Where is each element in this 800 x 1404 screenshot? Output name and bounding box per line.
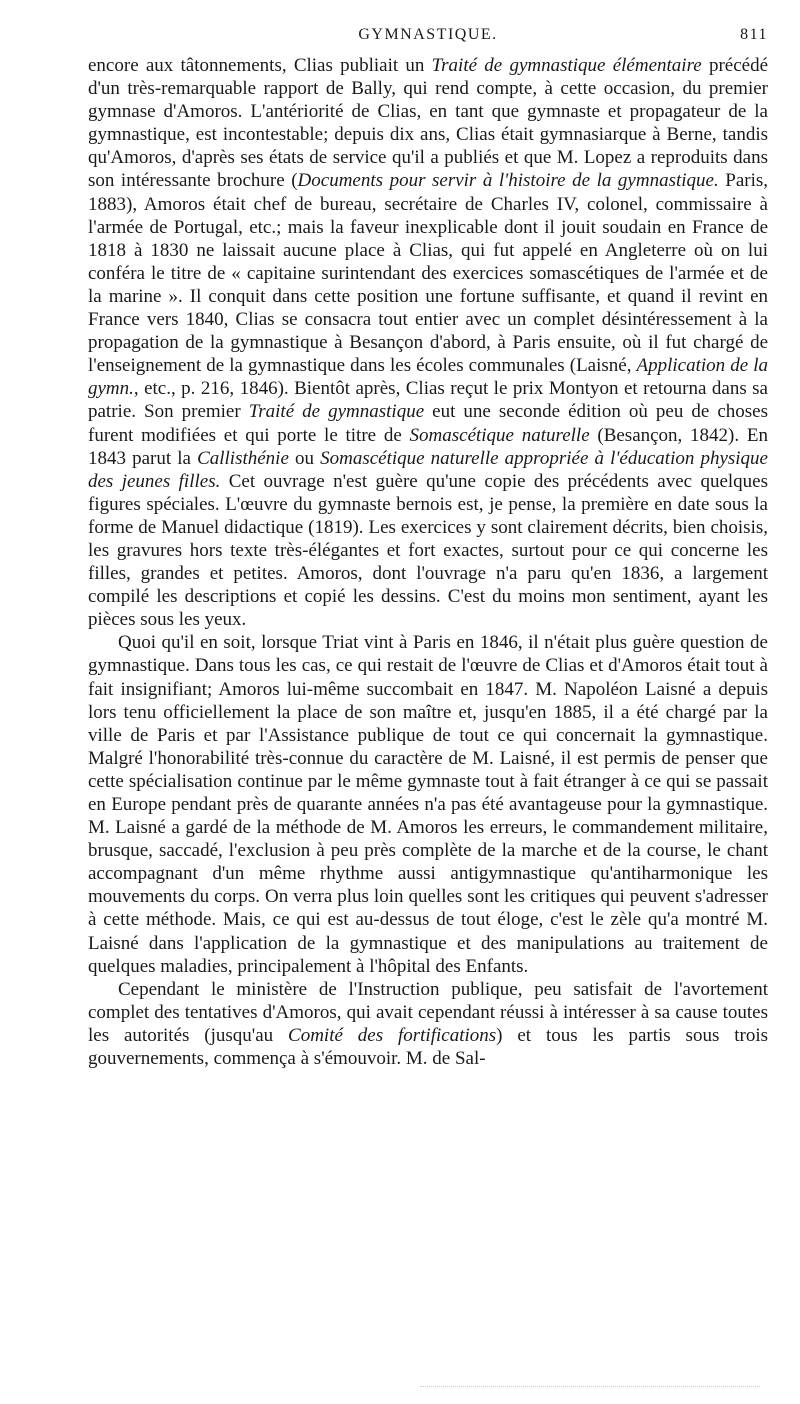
text-run: , etc., p. 216, 1846). Bientôt après, Clias reçut le prix Montyon et retourna dans sa patrie. Son premier: [88, 378, 768, 423]
text-run: Cependant le ministère de l'Instruction publique, peu satisfait de l'avortement complet des tentatives d'Amoros, qui avait cependant réussi à intéresser à sa cause toutes les autorités (jusqu'au: [88, 978, 768, 1046]
footer-rule: [420, 1386, 760, 1387]
title-citation: Traité de gymnastique: [248, 401, 425, 423]
title-citation: Documents pour servir à l'histoire de la gymnastique.: [297, 170, 719, 192]
text-run: Paris, 1883), Amoros était chef de bureau, secrétaire de Charles IV, colonel, commissaire à l'armée de Portugal, etc.; mais la faveur inexplicable dont il jouit soudain en France de 1818 à 1830 ne laissait aucune place à Clias, qui fut appelé en Angleterre où on lui conféra le titre de « capitaine surintendant des exercices somascétiques de l'armée et de la marine ». Il conquit dans cette position une fortune suffisante, et quand il revint en France vers 1840, Clias se consacra tout entier avec un complet désintéressement à la propagation de la gymnastique à Besançon d'abord, à Paris ensuite, où il fut chargé de l'enseignement de la gymnastique dans les écoles communales (Laisné,: [88, 170, 769, 377]
text-run: ) et tous les partis sous trois gouvernements, commença à s'émouvoir. M. de Sal-: [88, 1024, 768, 1070]
title-citation: Application de la gymn.: [88, 355, 768, 400]
title-citation: Callisthénie: [197, 447, 289, 469]
title-citation: Comité des fortifications: [288, 1024, 497, 1046]
text-run: eut une seconde édition où peu de choses furent modifiées et qui porte le titre de: [88, 401, 768, 446]
text-run: encore aux tâtonnements, Clias publiait un: [88, 55, 432, 76]
page-number: 811: [740, 26, 768, 43]
text-run: Cet ouvrage n'est guère qu'une copie des précédents avec quelques figures spéciales. L'œuvre du gymnaste bernois est, je pense, la première en date sous la forme de Manuel didactique (1819). Les exercices y sont clairement décrits, bien choisis, les gravures hors texte très-élégantes et fort exactes, surtout pour ce qui concerne les filles, grandes et petites. Amoros, dont l'ouvrage n'a paru qu'en 1836, a largement compilé les descriptions et copié les dessins. C'est du moins mon sentiment, ayant les pièces sous les yeux.: [88, 470, 769, 631]
title-citation: Somascétique naturelle: [409, 424, 590, 446]
running-title: GYMNASTIQUE.: [358, 26, 498, 43]
paragraph-3: [88, 978, 768, 1070]
title-citation: Somascétique naturelle appropriée à l'éducation physique des jeunes filles.: [88, 447, 768, 492]
text-run: Quoi qu'il en soit, lorsque Triat vint à Paris en 1846, il n'était plus guère question de gymnastique. Dans tous les cas, ce qui restait de l'œuvre de Clias et d'Amoros était tout à fait insignifiant; Amoros lui-même succombait en 1847. M. Napoléon Laisné a depuis lors tenu officiellement la place de son maître et, jusqu'en 1885, il a été chargé par la ville de Paris et par l'Assistance publique de tout ce qui concernait la gymnastique. Malgré l'honorabilité très-connue du caractère de M. Laisné, il est permis de penser que cette spécialisation continue par le même gymnaste tout à fait étranger à ce qui se passait en Europe pendant près de quarante années n'a pas été avantageuse pour la gymnastique. M. Laisné a gardé de la méthode de M. Amoros les erreurs, le commandement militaire, brusque, saccadé, l'exclusion à peu près complète de la marche et de la course, le chant accompagnant d'un même rhythme aussi antigymnastique qu'antiharmonique les mouvements du corps. On verra plus loin quelles sont les critiques qui peuvent s'adresser à cette méthode. Mais, ce qui est au-dessus de tout éloge, c'est le zèle qu'a montré M. Laisné dans l'application de la gymnastique et des manipulations au traitement de quelques maladies, principalement à l'hôpital des Enfants.: [88, 632, 768, 977]
body-text: [88, 54, 768, 1070]
paragraph-2: [88, 631, 768, 977]
title-citation: Traité de gymnastique élémentaire: [431, 55, 702, 76]
text-run: précédé d'un très-remarquable rapport de Bally, qui rend compte, à cette occasion, du premier gymnase d'Amoros. L'antériorité de Clias, en tant que gymnaste et propagateur de la gymnastique, est incontestable; depuis dix ans, Clias était gymnasiarque à Berne, tandis qu'Amoros, d'après ses états de service qu'il a publiés et que M. Lopez a reproduits dans son intéressante brochure (: [88, 55, 768, 192]
running-head: [88, 26, 768, 48]
text-run: ou: [288, 447, 321, 469]
text-run: (Besançon, 1842). En 1843 parut la: [88, 424, 768, 469]
paragraph-1: [88, 54, 768, 631]
